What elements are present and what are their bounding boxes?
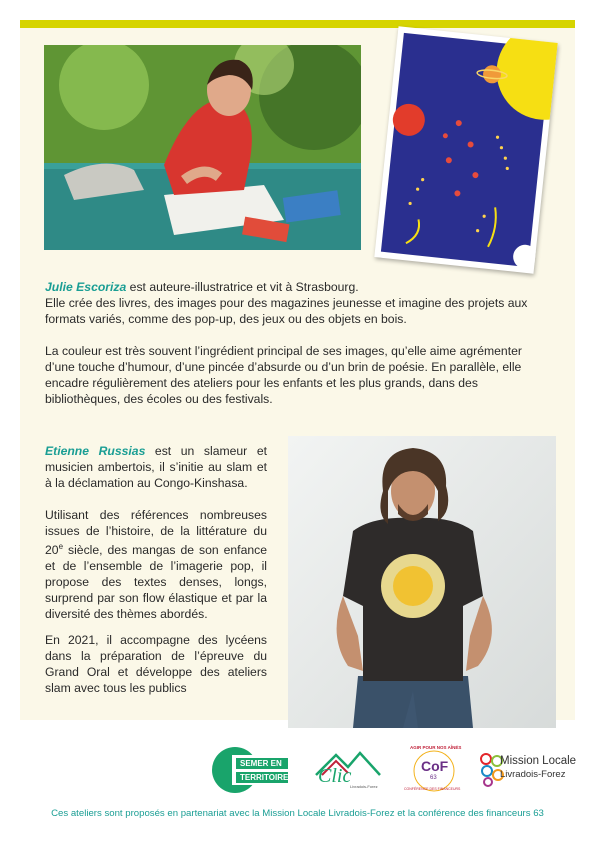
semer-line2: TERRITOIRE xyxy=(240,773,289,782)
etienne-p2-a: Utilisant des références nombreuses issues de l’histoire, de la littérature du 20 xyxy=(45,508,267,558)
julie-intro xyxy=(45,279,555,327)
julie-paragraph2: La couleur est très souvent l’ingrédient principal de ses images, qu’elle aime agrémenter d’une touche d’humour, d’une pincée d’absurde ou d’un brin de poésie. En parallèle, elle encadre régulièrement des ateliers pour les enfants et les plus grands, dans des bibliothèques, des écoles ou des festivals. xyxy=(45,344,522,406)
semer-en-territoire-logo xyxy=(210,745,290,795)
clic-sub: Livradois-Forez xyxy=(350,784,378,789)
etienne-p2-b: siècle, des mangas de son enfance et de l’ensemble de l’imagerie pop, il propose des textes denses, longs, surprend par son flow élastique et par la diversité des thèmes abordés. xyxy=(45,543,267,622)
cof-sub: CONFÉRENCE DES FINANCEURS xyxy=(404,787,461,791)
cof-num: 63 xyxy=(430,775,437,781)
etienne-name: Etienne Russias xyxy=(45,444,146,458)
illustrator-photo xyxy=(44,45,361,250)
mission-locale-logo xyxy=(478,745,577,795)
semer-line1: SEMER EN xyxy=(240,759,282,768)
etienne-paragraph3: En 2021, il accompagne des lycéens dans la préparation de l’épreuve du Grand Oral et développe des ateliers slam avec tous les publics xyxy=(45,633,267,695)
cof63-logo xyxy=(404,745,464,795)
space-illustration xyxy=(374,26,557,273)
julie-name: Julie Escoriza xyxy=(45,280,127,294)
mission-title: Mission Locale xyxy=(500,755,577,767)
clic-logo xyxy=(312,745,384,795)
mission-sub: Livradois-Forez xyxy=(500,769,566,780)
etienne-intro xyxy=(45,443,267,491)
cof-main: CoF xyxy=(421,758,449,774)
julie-line2: Elle crée des livres, des images pour des magazines jeunesse et imagine des projets aux formats variés, comme des pop-up, des jeux ou des objets en bois. xyxy=(45,296,528,326)
etienne-p2-sup: e xyxy=(58,542,64,551)
julie-intro-text: est auteure-illustratrice et vit à Strasbourg. xyxy=(126,280,359,294)
footer-partnership-text: Ces ateliers sont proposés en partenariat avec la Mission Locale Livradois-Forez et la conférence des financeurs 63 xyxy=(51,808,544,819)
etienne-paragraph2 xyxy=(45,507,267,622)
cof-arc-text: AGIR POUR NOS AÎNÉS xyxy=(410,745,462,750)
slammer-photo xyxy=(288,436,556,728)
clic-text: Clic xyxy=(318,765,352,787)
etienne-intro-text: est un slameur et musicien ambertois, il s’initie au slam et à la déclamation au Congo-Kinshasa. xyxy=(45,444,267,490)
